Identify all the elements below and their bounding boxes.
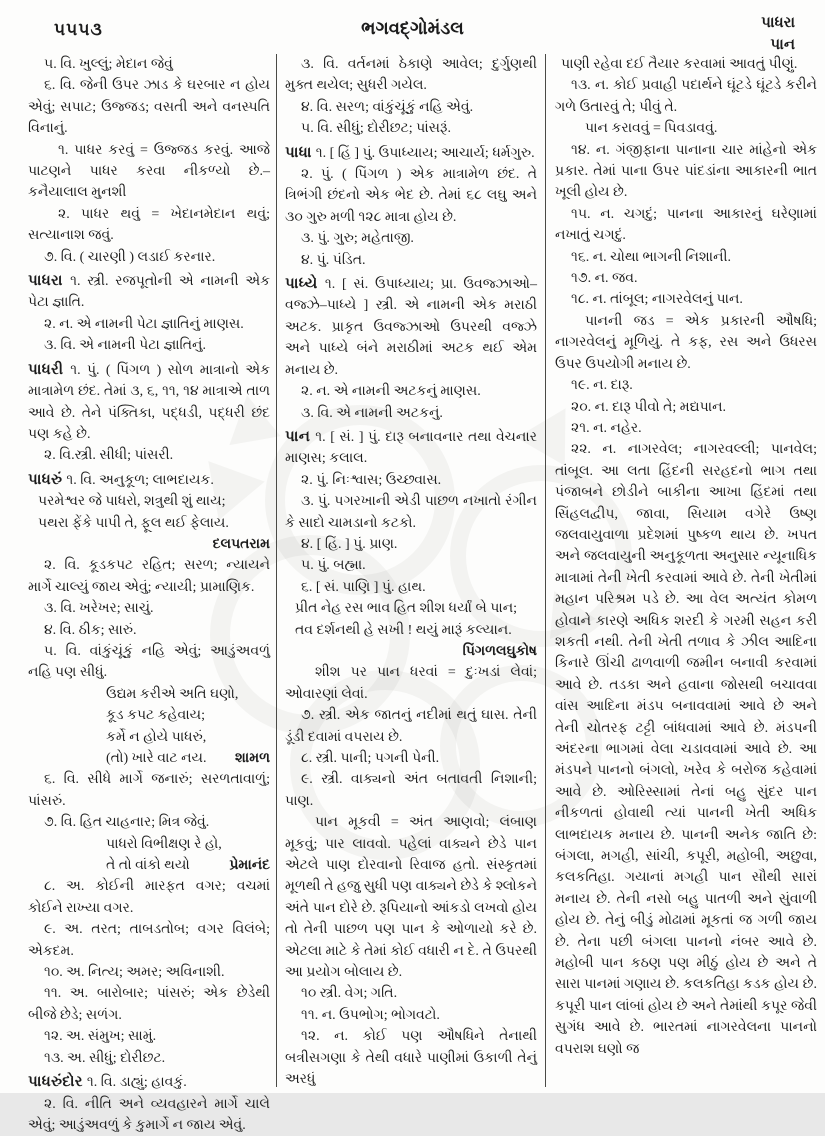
headword-entry: પાધરુંદોર ૧. વિ. ડાહ્યું; હાવકું. bbox=[28, 1072, 270, 1093]
entry-line: ૧૧. અ. બારોબાર; પાંસરું; એક છેડેથી બીજે છેડે; સળંગ. bbox=[28, 983, 270, 1026]
book-title: ભગવદ્ગોમંડલ bbox=[0, 18, 825, 39]
entry-line: પિંગળલઘુકોષ bbox=[285, 641, 537, 662]
entry-line: ૨. પાધર થવું = ખેદાનમેદાન થવું; સત્યાનાશ જવું. bbox=[28, 204, 270, 247]
entry-line: ૩. વિ. ખરેખર; સાચું. bbox=[28, 598, 270, 619]
entry-line: ૩. વિ. વર્તનમાં ઠેકાણે આવેલ; દુર્ગુણથી મુક્ત થયેલ; સુધરી ગયેલ. bbox=[285, 54, 537, 97]
entry-line: ૬. વિ. જેની ઉપર ઝાડ કે ઘરબાર ન હોય એવું; સપાટ; ઉજ્જડ; વસતી અને વનસ્પતિ વિનાનું. bbox=[28, 75, 270, 139]
entry-line: ૫. વિ. વાંકુંચૂંકું નહિ એવું; આડુંઅવળું નહિ પણ સીધું. bbox=[28, 641, 270, 684]
headword-entry: પાધ્યે ૧. [ સં. ઉપાધ્યાય; પ્રા. ઉવજ્ઝાઓ–વજ્ઝે–પાધ્યે ] સ્ત્રી. એ નામની એક મરાઠી અટક. પ્રાકૃત ઉવજ્ઝાઓ ઉપરથી વજ્ઝે અને પાધ્યે બંને મરાઠીમાં અટક થઈ એમ મનાય છે. bbox=[285, 274, 537, 381]
text-columns bbox=[28, 54, 817, 1087]
entry-line: ૪. વિ. ઠીક; સારું. bbox=[28, 620, 270, 641]
entry-line: ૩. વિ. એ નામની પેટા જ્ઞાતિનું. bbox=[28, 335, 270, 356]
entry-line: ૮. અ. કોઈની મારફત વગર; વચમાં કોઈને રાખ્યા વગર. bbox=[28, 876, 270, 919]
entry-line: ૨. પું. ( પિંગળ ) એક માત્રામેળ છંદ. તે ત્રિભંગી છંદનો એક ભેદ છે. તેમાં ૬૮ લઘુ અને ૩૦ ગુરુ મળી ૧૨૮ માત્રા હોય છે. bbox=[285, 164, 537, 228]
entry-line: ઉદ્યમ કરીએ અતિ ઘણો, bbox=[106, 684, 270, 705]
entry-line: ૧૫. ન. ચગદું; પાનના આકારનું ઘરેણામાં નખાતું ચગદું. bbox=[555, 204, 817, 247]
entry-line: શીશ પર પાન ધરવાં = દુઃખડાં લેવાં; ઓવારણાં લેવાં. bbox=[285, 662, 537, 705]
entry-line: ૧૯. ન. દારૂ. bbox=[555, 375, 817, 396]
column-2 bbox=[277, 54, 545, 1087]
entry-line: પથરા ફેંકે પાપી તે, ફૂલ થઈ ફેલાય. bbox=[38, 513, 270, 534]
entry-line: ૪. [ હિં. ] પું. પ્રાણ. bbox=[285, 534, 537, 555]
column-1 bbox=[28, 54, 276, 1087]
running-head-last-word: પાન bbox=[761, 34, 795, 56]
entry-line: પાન મૂકવી = અંત આણવો; લંબાણ મૂકવું; પાર લાવવો. પહેલાં વાક્યને છેડે પાન એટલે પાણ દોરવાનો રિવાજ હતો. સંસ્કૃતમાં મૂળથી તે હજુ સુધી પણ વાક્યને છેડે કે શ્લોકને અંતે પાન દોરે છે. રૂપિયાનો આંકડો લખવો હોય તો તેની પાછળ પણ પાન કે ઓળાયો કરે છે. એટલા માટે કે તેમાં કોઈ વધારી ન દે. તે ઉપરથી આ પ્રયોગ બોલાય છે. bbox=[285, 812, 537, 983]
entry-line: તવ દર્શનથી હે સખી ! થયું મારૂં કલ્યાન. bbox=[295, 620, 537, 641]
entry-line: ૮. સ્ત્રી. પાની; પગની પેની. bbox=[285, 748, 537, 769]
entry-line: ૧૩. ન. કોઈ પ્રવાહી પદાર્થને ઘૂંટડે ઘૂંટડે કરીને ગળે ઉતારવું તે; પીવું તે. bbox=[555, 75, 817, 118]
entry-line: ૭. વિ. હિત ચાહનાર; મિત્ર જેવું. bbox=[28, 812, 270, 833]
entry-line: કૂડ કપટ કહેવાય; bbox=[106, 705, 270, 726]
entry-line: કર્મે ન હોયે પાધરું, bbox=[106, 727, 270, 748]
entry-line: ૨. વિ.સ્ત્રી. સીધી; પાંસરી. bbox=[28, 445, 270, 466]
entry-line: પાન કરાવવું = પિવડાવવું. bbox=[555, 118, 817, 139]
entry-line: ૭. વિ. ( ચારણી ) લડાઈ કરનાર. bbox=[28, 247, 270, 268]
entry-line: ૨૨. ન. નાગરવેલ; નાગરવલ્લી; પાનવેલ; તાંબૂલ. આ લતા હિંદની સરહદનો ભાગ તથા પંજાબને છોડીને બાકીના આખા હિંદમાં તથા સિંહલદ્વીપ, જાવા, સિયામ વગેરે ઉષ્ણ જલવાયુવાળા પ્રદેશમાં પુષ્કળ થાય છે. ખપત અને જલવાયુની અનુકૂળતા અનુસાર ન્યૂનાધિક માત્રામાં તેની ખેતી કરવામાં આવે છે. તેની ખેતીમાં મહાન પરિશ્રમ પડે છે. આ વેલ અત્યંત કોમળ હોવાને કારણે અધિક શરદી કે ગરમી સહન કરી શકતી નથી. તેની ખેતી તળાવ કે ઝીલ આદિના કિનારે ઊંચી ઢાળવાળી જમીન બનાવી કરવામાં આવે છે. તડકા અને હવાના જોસથી બચાવવા વાંસ આદિના મંડપ બનાવવામાં આવે છે અને તેની ચોતરફ ટટ્ટી બાંધવામાં આવે છે. મંડપની અંદરના ભાગમાં વેલા ચડાવવામાં આવે છે. આ મંડપને પાનનો બંગલો, ખરેવ કે બરોજ કહેવામાં આવે છે. ઓરિસ્સામાં તેનાં બહુ સુંદર પાન નીકળતાં હોવાથી ત્યાં પાનની ખેતી અધિક લાભદાયક મનાય છે. પાનની અનેક જાતિ છે: બંગલા, મગહી, સાંચી, કપૂરી, મહોબી, અછુવા, કલકતિહા. ગયાનાં મગહી પાન સૌથી સારાં મનાય છે. તેની નસો બહુ પાતળી અને સુંવાળી હોય છે. તેનું બીડું મોઢામાં મૂકતાં જ ગળી જાય છે. તેના પછી બંગલા પાનનો નંબર આવે છે. મહોબી પાન કઠણ પણ મીઠું હોય છે અને તે સારા પાનમાં ગણાય છે. કલકતિહા કડક હોય છે. કપૂરી પાન લાંબાં હોય છે અને તેમાંથી કપૂર જેવી સુગંધ આવે છે. ભારતમાં નાગરવેલના પાનનો વપરાશ ઘણો જ bbox=[555, 439, 817, 1060]
entry-line: ૨૧. ન. નહેર. bbox=[555, 418, 817, 439]
headword-entry: પાન ૧. [ સં. ] પું. દારૂ બનાવનાર તથા વેચનાર માણસ; કલાલ. bbox=[285, 427, 537, 470]
headword-entry: પાધા ૧. [ હિં ] પું. ઉપાધ્યાય; આચાર્ય; ધર્મગુરુ. bbox=[285, 143, 537, 164]
entry-line: ૨. વિ. કૂડકપટ રહિત; સરળ; ન્યાયને માર્ગે ચાલ્યું જાય એવું; ન્યાયી; પ્રામાણિક. bbox=[28, 555, 270, 598]
running-head-keywords bbox=[761, 12, 795, 56]
entry-line: ૫. વિ. ખુલ્લું; મેદાન જેવું bbox=[28, 54, 270, 75]
entry-line: ૧૧. ન. ઉપભોગ; ભોગવટો. bbox=[285, 1005, 537, 1026]
entry-line: ૧૩. અ. સીધું; દોરીછટ. bbox=[28, 1048, 270, 1069]
entry-line: પરમેશ્વર જે પાધરો, શત્રુથી શું થાય; bbox=[38, 491, 270, 512]
page-header bbox=[0, 12, 825, 56]
entry-line: પાણી રહેવા દઈ તૈયાર કરવામાં આવતું પીણું. bbox=[555, 54, 817, 75]
entry-line: દલપતરામ bbox=[28, 534, 270, 555]
entry-line: ૯. અ. તરત; તાબડતોબ; વગર વિલંબે; એકદમ. bbox=[28, 919, 270, 962]
entry-line: ૭. સ્ત્રી. એક જાતનું નદીમાં થતું ઘાસ. તેની ડૂંડી દવામાં વપરાય છે. bbox=[285, 705, 537, 748]
entry-line: ૧૦ સ્ત્રી. વેગ; ગતિ. bbox=[285, 983, 537, 1004]
entry-line: ૬. [ સં. પાણિ ] પું. હાથ. bbox=[285, 577, 537, 598]
entry-line: ૩. પું. ગુરુ; મહેતાજી. bbox=[285, 228, 537, 249]
entry-line: ૨. પું. નિઃશ્વાસ; ઉચ્છ્વાસ. bbox=[285, 470, 537, 491]
entry-line: ૪. પું. પંડિત. bbox=[285, 250, 537, 271]
entry-line: ૨. ન. એ નામની પેટા જ્ઞાતિનું માણસ. bbox=[28, 314, 270, 335]
entry-line: ૧૬. ન. ચોથા ભાગની નિશાની. bbox=[555, 247, 817, 268]
entry-line: ૧૮. ન. તાંબૂલ; નાગરવેલનું પાન. bbox=[555, 289, 817, 310]
entry-line: ૧૨. અ. સંમુખ; સામું. bbox=[28, 1026, 270, 1047]
entry-line: ૩. પું. પગરખાની એડી પાછળ નખાતો રંગીન કે સાદો ચામડાનો કટકો. bbox=[285, 491, 537, 534]
headword-entry: પાધરી ૧. પું. ( પિંગળ ) સોળ માત્રાનો એક માત્રામેળ છંદ. તેમાં ૩, ૬, ૧૧, ૧૪ માત્રાએ તાળ આવે છે. તેને પંક્તિકા, પદ્ધડી, પદ્ધરી છંદ પણ કહે છે. bbox=[28, 360, 270, 446]
entry-line: (તો) ખારે વાટ નય. શામળ bbox=[106, 748, 270, 769]
entry-line: ૯. સ્ત્રી. વાક્યનો અંત બતાવતી નિશાની; પાણ. bbox=[285, 769, 537, 812]
entry-line: ૫. વિ. સીધું; દોરીછટ; પાંસરૂં. bbox=[285, 118, 537, 139]
entry-line: ૪. વિ. સરળ; વાંકુંચૂંકું નહિ એવું. bbox=[285, 97, 537, 118]
column-3 bbox=[546, 54, 817, 1087]
entry-line: પાનની જડ = એક પ્રકારની ઔષધિ; નાગરવેલનું મૂળિયું. તે કફ, રસ અને ઉધરસ ઉપર ઉપયોગી મનાય છે. bbox=[555, 311, 817, 375]
entry-line: ૨. ન. એ નામની અટકનું માણસ. bbox=[285, 381, 537, 402]
running-head-first-word: પાધરા bbox=[761, 12, 795, 34]
page-number: ૫૫૫૩ bbox=[54, 20, 103, 40]
entry-line: તે તો વાંકો થયો પ્રેમાનંદ bbox=[106, 855, 270, 876]
entry-line: પાધરો વિભીક્ષણ રે હો, bbox=[106, 834, 270, 855]
entry-line: ૨૦. ન. દારૂ પીવો તે; મદ્યપાન. bbox=[555, 397, 817, 418]
entry-line: ૨. વિ. નીતિ અને વ્યવહારને માર્ગે ચાલે એવું; આડુંઅવળું કે કુમાર્ગે ન જાય એવું. bbox=[28, 1094, 270, 1136]
entry-line: ૧૦. અ. નિત્ય; અમર; અવિનાશી. bbox=[28, 962, 270, 983]
entry-line: ૧૭. ન. જવ. bbox=[555, 268, 817, 289]
entry-line: ૧. પાધર કરવું = ઉજ્જડ કરવું. આજે પાટણને પાધર કરવા નીકળ્યો છે.–કનૈયાલાલ મુનશી bbox=[28, 140, 270, 204]
entry-line: ૫. પું. બહ્મા. bbox=[285, 555, 537, 576]
entry-line: ૧૪. ન. ગંજીફાના પાનાના ચાર માંહેનો એક પ્રકાર. તેમાં પાના ઉપર પાંદડાંના આકારની ભાત ખૂલી હોય છે. bbox=[555, 140, 817, 204]
entry-line: પ્રીત નેહ રસ ભાવ હિત શીશ ધર્યાં બે પાન; bbox=[295, 598, 537, 619]
headword-entry: પાધરું ૧. વિ. અનુકૂળ; લાભદાયક. bbox=[28, 470, 270, 491]
entry-line: ૩. વિ. એ નામની અટકનું. bbox=[285, 403, 537, 424]
entry-line: ૧૨. ન. કોઈ પણ ઔષધિને તેનાથી બત્રીસગણા કે તેથી વધારે પાણીમાં ઉકાળી તેનું અરધું bbox=[285, 1026, 537, 1090]
entry-line: ૬. વિ. સીધે માર્ગે જનારું; સરળતાવાળું; પાંસરું. bbox=[28, 769, 270, 812]
headword-entry: પાધરા ૧. સ્ત્રી. રજપૂતોની એ નામની એક પેટા જ્ઞાતિ. bbox=[28, 271, 270, 314]
